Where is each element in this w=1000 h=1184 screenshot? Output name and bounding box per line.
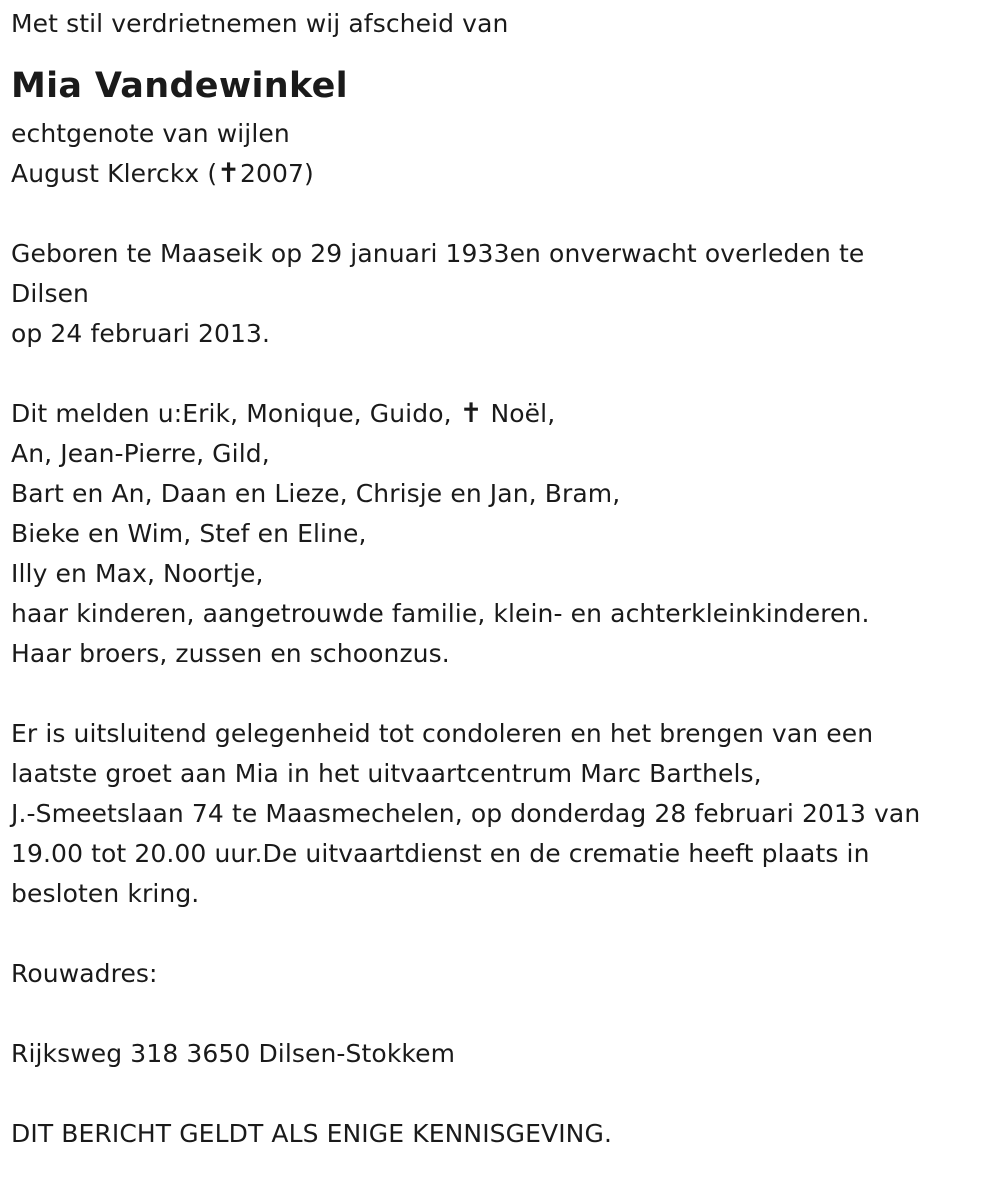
obituary-document — [11, 4, 986, 1154]
family-line: An, Jean-Pierre, Gild, — [11, 439, 270, 468]
address-label: Rouwadres: — [11, 959, 158, 988]
deceased-name: Mia Vandewinkel — [11, 66, 348, 106]
family-line-1 — [11, 394, 986, 434]
address-value: Rijksweg 318 3650 Dilsen-Stokkem — [11, 1039, 456, 1068]
family-line: Bieke en Wim, Stef en Eline, — [11, 519, 367, 548]
spouse-death-year: 2007) — [239, 159, 314, 188]
birth-line-2: Dilsen — [11, 279, 89, 308]
spacer — [11, 354, 986, 394]
spacer — [11, 994, 986, 1034]
spouse-name: August Klerckx ( — [11, 159, 218, 188]
notice-text: DIT BERICHT GELDT ALS ENIGE KENNISGEVING. — [11, 1119, 612, 1148]
family-line: Bart en An, Daan en Lieze, Chrisje en Jan, Bram, — [11, 479, 621, 508]
spouse-line-1: echtgenote van wijlen — [11, 119, 290, 148]
cross-icon: ✝ — [217, 158, 240, 189]
condolence-line: besloten kring. — [11, 879, 200, 908]
condolence-line: laatste groet aan Mia in het uitvaartcentrum Marc Barthels, — [11, 759, 762, 788]
intro-text: Met stil verdrietnemen wij afscheid van — [11, 9, 509, 38]
family-line: Illy en Max, Noortje, — [11, 559, 264, 588]
birth-line-1: Geboren te Maaseik op 29 januari 1933en onverwacht overleden te — [11, 239, 865, 268]
family-line: haar kinderen, aangetrouwde familie, klein- en achterkleinkinderen. — [11, 599, 870, 628]
family-announcers: Dit melden u:Erik, Monique, Guido, — [11, 399, 452, 428]
spouse-line-2 — [11, 154, 986, 194]
condolence-line: J.-Smeetslaan 74 te Maasmechelen, op donderdag 28 februari 2013 van — [11, 799, 921, 828]
birth-line-3: op 24 februari 2013. — [11, 319, 271, 348]
spacer — [11, 914, 986, 954]
condolence-line: 19.00 tot 20.00 uur.De uitvaartdienst en de crematie heeft plaats in — [11, 839, 870, 868]
condolence-line: Er is uitsluitend gelegenheid tot condoleren en het brengen van een — [11, 719, 874, 748]
spacer — [11, 194, 986, 234]
cross-icon: ✝ — [459, 398, 483, 429]
family-line: Haar broers, zussen en schoonzus. — [11, 639, 450, 668]
spacer — [11, 674, 986, 714]
family-deceased-child: Noël, — [490, 399, 556, 428]
spacer — [11, 1074, 986, 1114]
